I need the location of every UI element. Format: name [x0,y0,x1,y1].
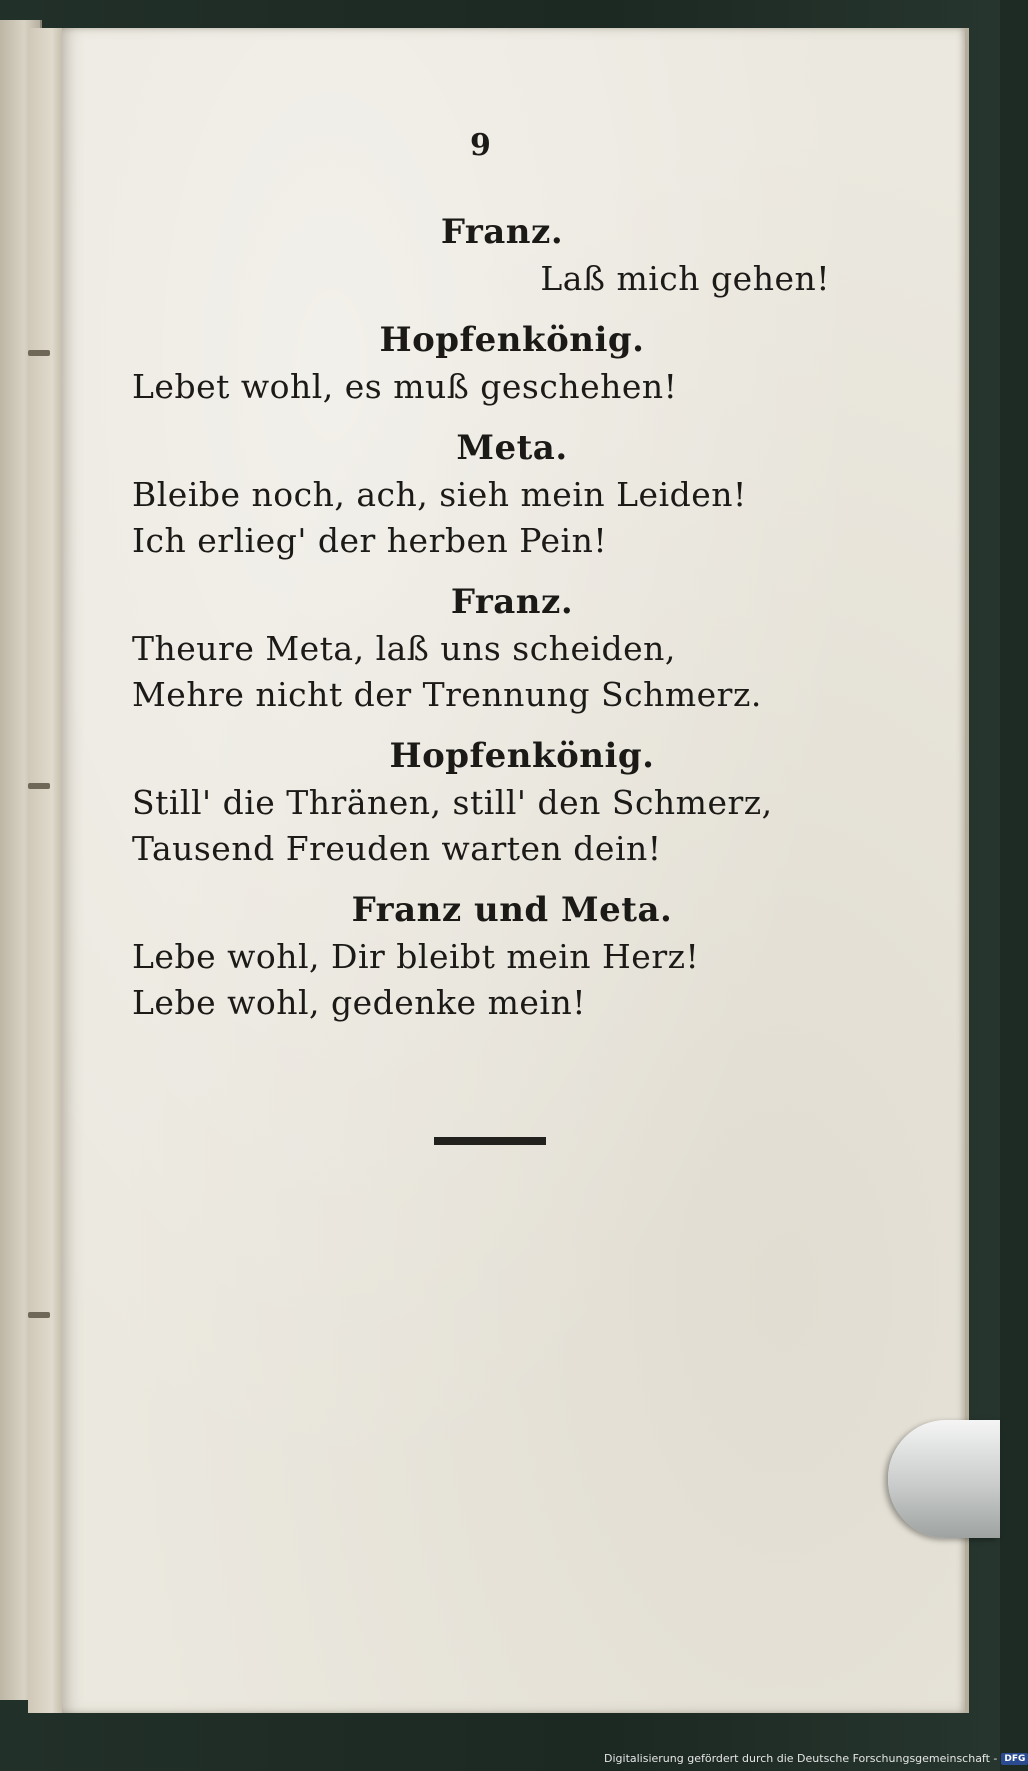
binding-stitch [28,1312,50,1318]
dfg-logo-icon: DFG [1001,1753,1028,1765]
verse-line: Bleibe noch, ach, sieh mein Leiden! [132,475,747,514]
dialogue-block [132,424,832,564]
dialogue-block [132,578,832,718]
verse-line: Tausend Freuden warten dein! [132,829,662,868]
verse-line: Lebet wohl, es muß geschehen! [132,367,678,406]
dialogue-block [132,886,832,1026]
verse-line: Lebe wohl, Dir bleibt mein Herz! [132,937,700,976]
verse-line: Lebe wohl, gedenke mein! [132,983,586,1022]
page-gutter [28,28,62,1713]
verse-line: Ich erlieg' der herben Pein! [132,521,608,560]
speaker-name: Hopfenkönig. [389,736,655,776]
dialogue-block [132,316,832,410]
verse-line: Still' die Thränen, still' den Schmerz, [132,783,773,822]
closing-rule [434,1137,546,1145]
dialogue-block [132,208,832,302]
credit-text: Digitalisierung gefördert durch die Deutsche Forschungsgemeinschaft - [604,1752,998,1765]
dialogue-block [132,732,832,872]
speaker-name: Franz. [440,212,564,252]
binding-stitch [28,350,50,356]
page-clip [888,1420,1000,1538]
dialogue-text [132,100,832,1040]
verse-line: Mehre nicht der Trennung Schmerz. [132,675,762,714]
speaker-name: Hopfenkönig. [379,320,645,360]
verse-line: Laß mich gehen! [540,259,830,298]
verse-line: Theure Meta, laß uns scheiden, [132,629,676,668]
speaker-name: Franz und Meta. [351,890,673,930]
speaker-name: Franz. [450,582,574,622]
speaker-name: Meta. [456,428,568,468]
page-number: 9 [470,128,491,163]
digitization-credit [604,1752,1028,1765]
binding-stitch [28,783,50,789]
